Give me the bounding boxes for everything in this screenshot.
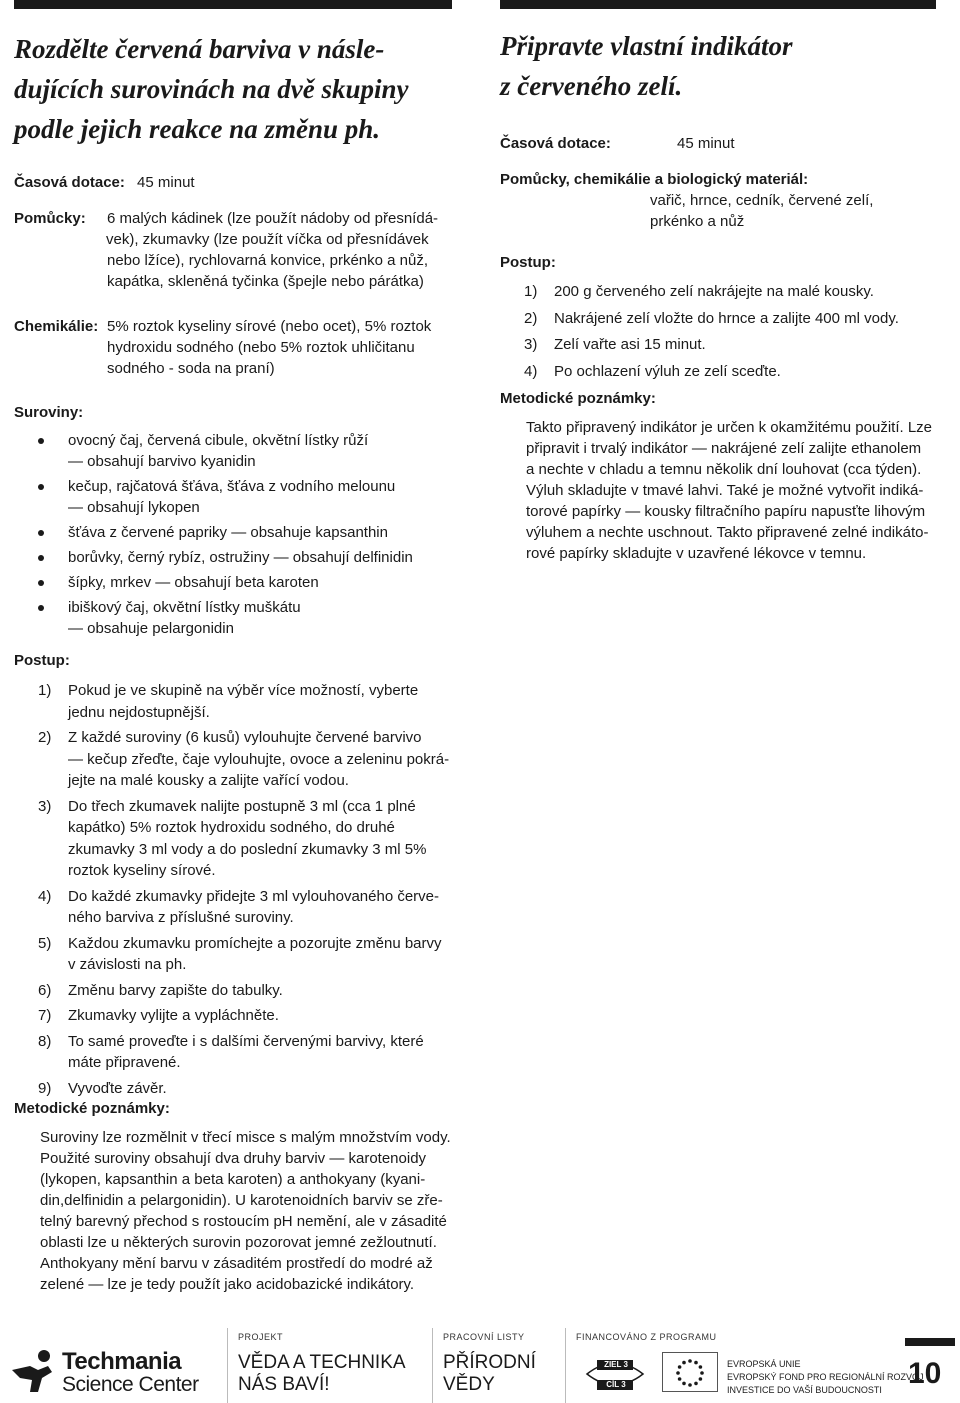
step-text: ného barviva z příslušné suroviny. [68,909,294,926]
divider [565,1328,566,1403]
step-number: 8) [38,1032,52,1050]
eu-flag [662,1352,718,1392]
list-item: ovocný čaj, červená cibule, okvětní lístky růží — obsahují barvivo kyanidin [14,430,454,472]
ingredient-list [14,430,454,639]
time-allocation: Časová dotace: 45 minut [14,174,195,191]
step-text: Pokud je ve skupině na výběr více možností, vyberte [68,682,419,699]
top-rule [500,0,936,9]
step-text: Změnu barvy zapište do tabulky. [68,981,283,999]
right-column [500,0,936,562]
list-item [524,308,936,330]
step-number: 2) [38,729,52,746]
top-rule [14,0,452,9]
list-item [524,334,936,356]
bullet-icon [38,484,44,490]
list-item: šípky, mrkev — obsahují beta karoten [14,572,454,593]
step-text: Každou zkumavku promíchejte a pozorujte změnu barvy [68,934,442,952]
step-text: Zelí vařte asi 15 minut. [554,336,706,353]
divider [432,1328,433,1403]
list-item: ibiškový čaj, okvětní lístky muškátu — obsahuje pelargonidin [14,597,454,639]
techmania-logo: Techmania Science Center [8,1346,218,1396]
funding-block: FINANCOVÁNO Z PROGRAMU [576,1332,717,1342]
page-number: 10 [908,1357,942,1390]
step-text: Z každé suroviny (6 kusů) vylouhujte červené barvivo [68,729,422,746]
worksheet-block: PRACOVNÍ LISTY PŘÍRODNÍ VĚDY [443,1332,536,1395]
page-number-rule [905,1338,955,1346]
step-text: máte připravené. [68,1054,181,1071]
step-text: Do každé zkumavky přidejte 3 ml vylouhovaného červe- [68,887,440,905]
step-text: To samé proveďte i s dalšími červenými barvivy, které [68,1032,424,1050]
list-item [38,980,454,1002]
list-item [38,933,454,976]
list-item [38,1078,454,1100]
bullet-icon [38,555,44,561]
list-item [524,361,936,383]
step-number: 4) [524,362,538,380]
tools-section: Pomůcky: 6 malých kádinek (lze použít nádoby od přesnídá- vek), zkumavky (lze použít víčka od přesnídávek nebo lžíce), rychlovarná konvice, prkénko a nůž, kapátka, skleněná tyčinka (špejle nebo párátka) [14,210,439,290]
step-number: 9) [38,1079,52,1097]
step-text: roztok kyseliny sírové. [68,862,216,879]
step-text: Po ochlazení výluh ze zelí sceďte. [554,362,781,380]
bullet-icon [38,438,44,444]
step-text: Nakrájené zelí vložte do hrnce a zalijte 400 ml vody. [554,309,899,327]
step-text: Vyvoďte závěr. [68,1079,167,1097]
step-text: jednu nejdostupnější. [68,703,210,721]
ziel3-logo: ZIEL 3 CÍL 3 [585,1354,645,1396]
techmania-logo-icon [8,1348,58,1394]
step-text: Do třech zkumavek nalijte postupně 3 ml (cca 1 plné [68,797,416,815]
step-text: 200 g červeného zelí nakrájejte na malé kousky. [554,283,874,300]
step-number: 7) [38,1007,52,1024]
step-text: zkumavky 3 ml vody a do poslední zkumavky 3 ml 5% [68,840,427,858]
list-item [38,1005,454,1027]
left-title: Rozdělte červená barviva v násle- dujících surovinách na dvě skupiny podle jejich reakce na změnu ph. [14,34,409,144]
list-item [38,680,454,723]
project-block: PROJEKT VĚDA A TECHNIKA NÁS BAVÍ! [238,1332,406,1395]
procedure-list [500,281,936,382]
right-title: Připravte vlastní indikátor z červeného zelí. [500,31,793,101]
bullet-icon [38,605,44,611]
step-number: 1) [524,283,538,300]
list-item [524,281,936,303]
step-number: 5) [38,934,52,952]
procedure-list [14,680,454,1099]
ingredients-section: Suroviny: ovocný čaj, červená cibule, okvětní lístky růží — obsahují barvivo kyanidin kečup, rajčatová šťáva, šťáva z vodního melounu — obsahují lykopen šťáva z červené papriky — obsahuje kapsanthin borůvky, černý rybíz, ostružiny — obsahují delfinidin šípky, mrkev — obsahují beta karoten ibiškový čaj, okvětní lístky muškátu — obsahuje pelargonidin [14,402,454,643]
list-item: borůvky, černý rybíz, ostružiny — obsahují delfinidin [14,547,454,568]
step-number: 3) [38,797,52,815]
notes-section: Metodické poznámky: Takto připravený indikátor je určen k okamžitému použití. Lze připravit i trvalý indikátor — nakrájené zelí zalijte ethanolem a nechte v chladu a temnu několik dní louhovat (cca týden). Výluh skladujte v tmavé lahvi. Také je možné vytvořit indiká- torové papírky — kousky filtračního papíru napusťte lihovým výluhem a nechte uschnout. Takto připravené zelné indikáto- rové papírky skladujte v uzavřené lékovce v temnu. [500,390,933,562]
divider [227,1328,228,1403]
time-allocation: Časová dotace: 45 minut [500,135,735,152]
step-number: 3) [524,336,538,353]
step-number: 6) [38,981,52,999]
eu-text: EVROPSKÁ UNIE EVROPSKÝ FOND PRO REGIONÁLNÍ ROZVOJ INVESTICE DO VAŠÍ BUDOUCNOSTI [727,1359,924,1395]
list-item [38,1031,454,1074]
list-item: kečup, rajčatová šťáva, šťáva z vodního melounu — obsahují lykopen [14,476,454,518]
bullet-icon [38,580,44,586]
step-number: 4) [38,887,52,905]
left-column [14,0,452,1293]
notes-section: Metodické poznámky: Suroviny lze rozmělnit v třecí misce s malým množstvím vody. Použité suroviny obsahují dva druhy barviv — karotenoidy (lykopen, kapsanthin a beta karoten) a anthokyany (kyani- din,delfinidin a pelargonidin). U karotenoidních barviv se zře- telný barevný přechod s rostoucím pH nemění, ale v zásadité oblasti lze u některých surovin pozorovat jemné zežloutnutí. Anthokyany mění barvu v zásaditém prostředí do modré až zelené — lze je tedy použít jako acidobazické indikátory. [14,1100,451,1293]
list-item [38,727,454,792]
step-text: v závislosti na ph. [68,956,187,973]
step-text: kapátko) 5% roztok hydroxidu sodného, do druhé [68,819,395,836]
list-item [38,886,454,929]
list-item [38,796,454,882]
procedure-section: Postup: 1) 200 g červeného zelí nakrájejte na malé kousky. 2) Nakrájené zelí vložte do hrnce a zalijte 400 ml vody. 3) Zelí vařte asi 15 minut. 4) Po ochlazení výluh ze zelí sceďte. [500,252,936,387]
step-text: Zkumavky vylijte a vypláchněte. [68,1007,279,1024]
step-number: 2) [524,309,538,327]
bullet-icon [38,530,44,536]
list-item: šťáva z červené papriky — obsahuje kapsanthin [14,522,454,543]
tools-section: Pomůcky, chemikálie a biologický materiál: vařič, hrnce, cedník, červené zelí, prkénko a nůž [500,171,874,230]
step-text: — kečup zřeďte, čaje vylouhujte, ovoce a zeleninu pokrá- [68,750,450,768]
step-number: 1) [38,682,52,699]
eu-stars-icon [663,1353,717,1391]
step-text: jejte na malé kousky a zalijte vařící vodou. [68,772,349,789]
chemicals-section: Chemikálie: 5% roztok kyseliny sírové (nebo ocet), 5% roztok hydroxidu sodného (nebo 5% roztok uhličitanu sodného - soda na praní) [14,318,432,377]
footer [0,1328,960,1403]
procedure-section: Postup: 1) Pokud je ve skupině na výběr více možností, vyberte jednu nejdostupnější. 2) Z každé suroviny (6 kusů) vylouhujte červené barvivo — kečup zřeďte, čaje vylouhujte, ovoce a zeleninu pokrá- jejte na malé kousky a zalijte vařící vodou. 3) Do třech zkumavek nalijte postupně 3 ml (cca 1 plné kapátko) 5% roztok hydroxidu sodného, do druhé zkumavky 3 ml vody a do poslední zkumavky 3 ml 5% roztok kyseliny sírové. 4) Do každé zkumavky přidejte 3 ml vylouhovaného červe- ného barviva z příslušné suroviny. 5) Každou zkumavku promíchejte a pozorujte změnu barvy v závislosti na ph. 6) Změnu barvy zapište do tabulky. 7) Zkumavky vylijte a vypláchněte. 8) To samé proveďte i s dalšími červenými barvivy, které máte připravené. 9) Vyvoďte závěr. [14,650,454,1103]
